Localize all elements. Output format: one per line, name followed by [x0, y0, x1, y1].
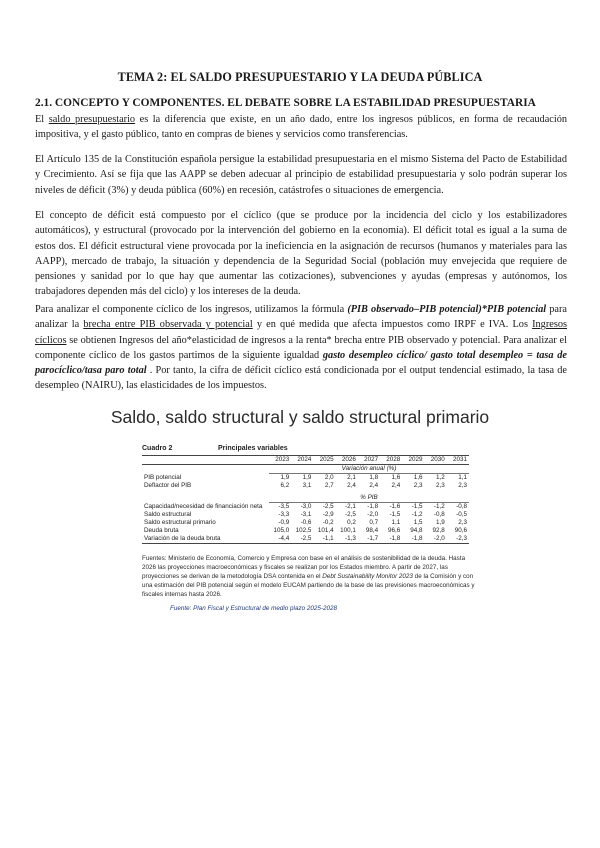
value-cell: -1,8: [380, 535, 402, 544]
value-cell: -2,5: [345, 511, 356, 518]
p4-formula-desempleo: gasto desempleo cíclico/ gasto total desempleo = tasa de parocíclico/tasa paro total: [35, 349, 567, 377]
value-cell: -3,3: [278, 511, 290, 518]
table-row: [142, 519, 469, 527]
value-cell: -2,1: [345, 503, 356, 510]
value-cell: 1,9: [435, 519, 445, 526]
row-label: Capacidad/necesidad de financiación neta: [144, 502, 263, 510]
value-cell: -2,5: [322, 503, 334, 510]
section-annual-variation: [142, 465, 469, 474]
value-cell: 102,5: [295, 527, 312, 534]
value-cell: 1,5: [413, 519, 423, 526]
paragraph-concepto-deficit: El concepto de déficit está compuesto por el cíclico (que se produce por la incidencia del ciclo y los estabilizadores automáticos), y estructural (provocado por la intervención del gobierno en la economía). El déficit total es igual a la suma de estos dos. El déficit estructural viene provocada por la ineficiencia en la asignación de recursos (humanos y materiales para las AAPP), mercado de trabajo, la situación y dependencia de la Seguridad Social (población muy envejecida que requiere de pensiones y sanidad por lo que hay que aumentar las cotizaciones), subvenciones y ayudas (empresas y autónomos, los trabajadores dependen más del ciclo) y los intereses de la deuda.: [35, 210, 567, 298]
table-cell: [142, 456, 269, 465]
row-label: Saldo estructural primario: [144, 519, 216, 526]
value-cell: -1,7: [358, 535, 380, 544]
value-cell: -0,8: [456, 503, 467, 510]
notes-text-c: de la Comisión y con una estimación del PIB potencial según el modelo EUCAM partiendo de la base de las previsiones macroeconómicas y fiscales internas hasta 2026.: [142, 573, 475, 598]
section-label: Variación anual (%): [269, 465, 469, 474]
p1-term-saldo-presupuestario: saldo presupuestario: [48, 114, 136, 125]
p4-text-e: y en qué medida que afecta impuestos como IRPF e IVA. Los: [252, 319, 533, 331]
value-cell: -0,5: [456, 511, 467, 518]
p4-formula-pib: (PIB observado–PIB potencial)*PIB potencial: [347, 304, 547, 315]
value-cell: -3,5: [278, 503, 290, 510]
table-cell: [142, 465, 269, 474]
value-cell: -2,0: [367, 511, 379, 518]
paragraph-articulo-135: El Artículo 135 de la Constitución española persigue la estabilidad presupuestaria en el mismo Sistema del Pacto de Estabilidad y Crecimiento. Así se fija que las AAPP se deben adecuar al principio de estabilidad presupuestaria y solo podrán superar los niveles de déficit (3%) y deuda pública (60%) en recesión, catástrofes o situaciones de emergencia.: [35, 154, 567, 196]
value-cell: -1,2: [411, 511, 423, 518]
value-cell: -0,8: [433, 511, 445, 518]
row-label: Deuda bruta: [144, 527, 179, 534]
value-cell: -1,8: [367, 503, 379, 510]
cuadro-header: [142, 445, 469, 455]
value-cell: -2,9: [322, 511, 334, 518]
section-label: % PIB: [269, 494, 469, 503]
value-cell: 2,3: [458, 482, 467, 489]
value-cell: 94,8: [410, 527, 423, 534]
value-cell: -2,3: [447, 535, 469, 544]
value-cell: 0,2: [347, 519, 356, 526]
value-cell: 1,8: [369, 474, 379, 481]
row-label: Deflactor del PIB: [144, 482, 192, 489]
value-cell: 2,4: [347, 482, 356, 489]
value-cell: -1,2: [433, 503, 445, 510]
value-cell: 1,2: [435, 474, 445, 481]
table-row: [142, 511, 469, 519]
value-cell: -0,2: [322, 519, 334, 526]
p1-text-c: es la diferencia que existe, en un año dado, entre los ingresos públicos, en forma de recaudación impositiva, y el gasto público, tanto en compras de bienes y servicios como transferencias.: [35, 114, 568, 141]
value-cell: -0,6: [300, 519, 312, 526]
p4-text-i: . Por tanto, la cifra de déficit cíclico está condicionada por el output tendencial estimado, la tasa de desempleo (NAIRU), las elasticidades de los impuestos.: [35, 365, 567, 392]
value-cell: 92,8: [432, 527, 445, 534]
notes-monitor-title: Debt Sustainability Monitor 2023: [322, 573, 413, 580]
value-cell: 6,2: [280, 482, 290, 489]
value-cell: -1,5: [389, 511, 401, 518]
table-row: [142, 503, 469, 512]
value-cell: 98,4: [365, 527, 379, 534]
value-cell: 2,4: [369, 482, 379, 489]
variables-table: [142, 455, 469, 544]
value-cell: 1,9: [302, 474, 312, 481]
value-cell: -3,0: [300, 503, 312, 510]
value-cell: -1,3: [336, 535, 358, 544]
year-header: 2030: [425, 456, 447, 465]
value-cell: -1,5: [411, 503, 423, 510]
table-cell: [142, 494, 269, 503]
table-body: [142, 456, 469, 544]
value-cell: -1,1: [313, 535, 335, 544]
value-cell: 2,1: [347, 474, 356, 481]
p4-text-c: para analizar la: [35, 304, 567, 331]
value-cell: 100,1: [340, 527, 356, 534]
cuadro-title: Principales variables: [218, 445, 288, 452]
year-header: 2027: [358, 456, 380, 465]
value-cell: 2,7: [324, 482, 334, 489]
value-cell: 0,7: [369, 519, 379, 526]
table-row: [142, 474, 469, 483]
year-header: 2028: [380, 456, 402, 465]
value-cell: -2,5: [291, 535, 313, 544]
p4-term-ingresos-ciclicos: Ingresos cíclicos: [35, 319, 567, 346]
year-header: 2023: [269, 456, 291, 465]
value-cell: 1,9: [280, 474, 290, 481]
value-cell: 1,1: [391, 519, 401, 526]
value-cell: 2,0: [324, 474, 334, 481]
table-years-row: [142, 456, 469, 465]
paragraph-saldo-presupuestario: [35, 112, 567, 143]
cuadro-2-table: [142, 445, 469, 544]
table-row: [142, 535, 469, 544]
row-label: Saldo estructural: [144, 511, 192, 518]
value-cell: -1,6: [389, 503, 401, 510]
value-cell: 90,6: [454, 527, 467, 534]
document-title: TEMA 2: EL SALDO PRESUPUESTARIO Y LA DEUDA PÚBLICA: [117, 70, 483, 84]
year-header: 2025: [313, 456, 335, 465]
value-cell: -3,1: [300, 511, 312, 518]
value-cell: 1,1: [458, 474, 467, 481]
value-cell: 2,3: [413, 482, 423, 489]
value-cell: 3,1: [302, 482, 312, 489]
value-cell: -0,9: [278, 519, 290, 526]
table-row: [142, 482, 469, 490]
value-cell: 2,3: [435, 482, 445, 489]
value-cell: 101,4: [317, 527, 334, 534]
year-header: 2029: [402, 456, 424, 465]
table-row: [142, 527, 469, 535]
year-header: 2026: [336, 456, 358, 465]
value-cell: -4,4: [269, 535, 291, 544]
row-label: PIB potencial: [144, 473, 182, 481]
figure-notes: [142, 554, 475, 599]
cuadro-label: Cuadro 2: [142, 445, 173, 452]
section-title: 2.1. CONCEPTO Y COMPONENTES. EL DEBATE SOBRE LA ESTABILIDAD PRESUPUESTARIA: [35, 97, 536, 109]
value-cell: -2,0: [425, 535, 447, 544]
section-pct-pib: [142, 494, 469, 503]
value-cell: 105,0: [273, 527, 290, 534]
p4-text-a: Para analizar el componente cíclico de los ingresos, utilizamos la fórmula: [35, 304, 348, 315]
value-cell: 2,3: [458, 519, 467, 526]
p1-text-a: El: [35, 114, 49, 125]
figure-heading: Saldo, saldo structural y saldo structural primario: [110, 407, 490, 427]
value-cell: 1,6: [413, 474, 423, 481]
notes-text-a: Fuentes: Ministerio de Economía, Comercio y Empresa con base en el análisis de sostenibilidad de la deuda. Hasta 2026 las proyecciones macroeconómicas y fiscales se realizan por los Estados miembro. A partir de 2027, las proyecciones se derivan de la metodología DSA contenida en el: [142, 555, 466, 580]
value-cell: 2,4: [391, 482, 401, 489]
p4-term-brecha: brecha entre PIB observada y potencial: [83, 319, 253, 331]
p4-text-g: se obtienen Ingresos del año*elasticidad de ingresos a la renta* brecha entre PIB observado y potencial. Para analizar el componente cíclico de los gastos partimos de la siguiente igualdad: [35, 334, 567, 361]
value-cell: 96,6: [388, 527, 401, 534]
figure-source: Fuente: Plan Fiscal y Estructural de medio plazo 2025-2028: [170, 605, 337, 612]
value-cell: 1,6: [391, 474, 401, 481]
row-label: Variación de la deuda bruta: [142, 535, 269, 544]
year-header: 2031: [447, 456, 469, 465]
value-cell: -1,8: [402, 535, 424, 544]
year-header: 2024: [291, 456, 313, 465]
paragraph-componente-ciclico: [35, 302, 567, 394]
